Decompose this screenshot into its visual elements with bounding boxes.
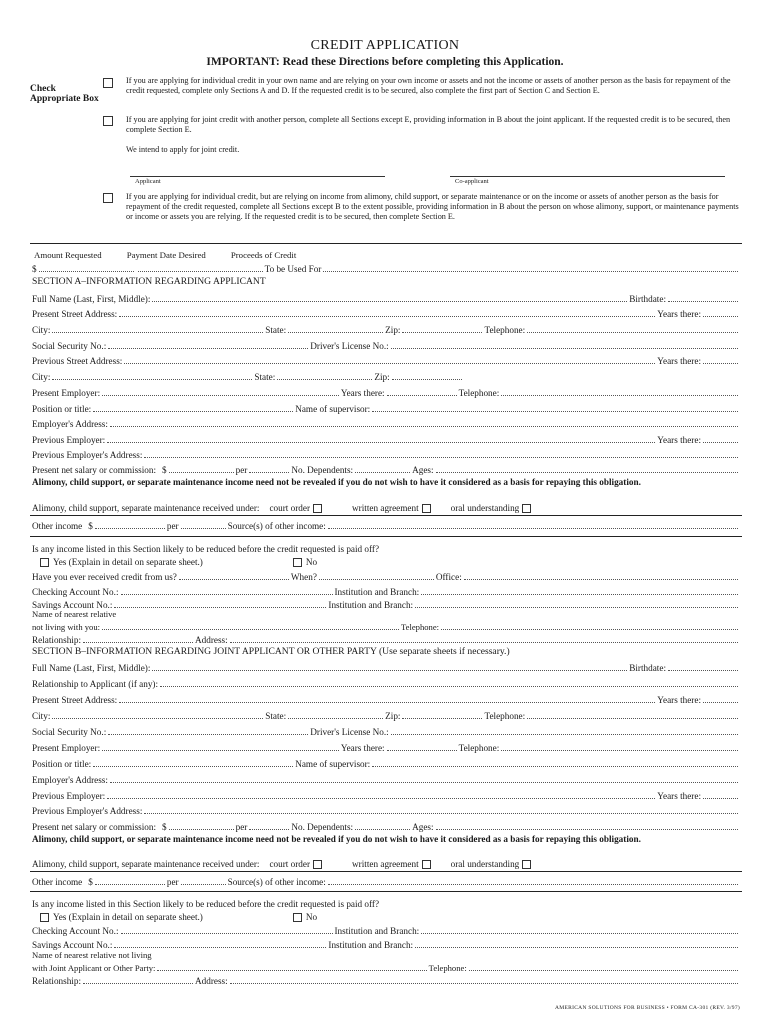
per-label: per	[235, 822, 248, 832]
years-there-field[interactable]	[387, 395, 457, 396]
previous-employer-field[interactable]	[107, 442, 655, 443]
zip-field[interactable]	[392, 379, 462, 380]
page-subtitle: IMPORTANT: Read these Directions before completing this Application.	[206, 56, 564, 68]
dollar-sign: $	[162, 465, 167, 475]
present-employer-field[interactable]	[102, 395, 339, 396]
employer-address-label: Employer's Address:	[32, 775, 108, 785]
coapplicant-signature-line[interactable]	[450, 175, 725, 177]
checking-field[interactable]	[121, 933, 333, 934]
institution-field[interactable]	[415, 607, 738, 608]
b-relationship-row	[32, 676, 740, 689]
zip-field[interactable]	[402, 718, 482, 719]
full-name-label: Full Name (Last, First, Middle):	[32, 663, 151, 673]
city-field[interactable]	[52, 379, 252, 380]
b-relative-row-2	[32, 960, 740, 973]
city-label: City:	[32, 372, 51, 382]
previous-employer-label: Previous Employer:	[32, 791, 106, 801]
relative-label: Name of nearest relative	[32, 609, 117, 619]
years-there-label: Years there:	[340, 388, 385, 398]
relationship-label: Relationship:	[32, 635, 81, 645]
reduced-income-question: Is any income listed in this Section likely to be reduced before the credit requested is paid off?	[32, 544, 380, 554]
section-a-heading: SECTION A–INFORMATION REGARDING APPLICANT	[32, 276, 266, 287]
present-address-field[interactable]	[119, 702, 655, 703]
no-label: No	[305, 557, 318, 567]
state-field[interactable]	[277, 379, 372, 380]
a-previous-employer-row	[32, 432, 740, 445]
institution-field[interactable]	[421, 594, 738, 595]
b-city-row	[32, 708, 740, 721]
zip-label: Zip:	[385, 325, 401, 335]
address-label: Address:	[195, 976, 228, 986]
previous-employer-label: Previous Employer:	[32, 435, 106, 445]
birthdate-field[interactable]	[668, 670, 738, 671]
position-field[interactable]	[93, 766, 293, 767]
full-name-label: Full Name (Last, First, Middle):	[32, 294, 151, 304]
birthdate-label: Birthdate:	[629, 663, 666, 673]
divider	[30, 891, 742, 892]
previous-employer-address-field[interactable]	[144, 457, 738, 458]
ssn-field[interactable]	[108, 734, 308, 735]
alimony-credit-instructions: If you are applying for individual credit, but are relying on income from alimony, child support, or separate maintenance or on the income or assets of another person as the basis for repayment of the credit requested, complete all Sections except B to the extent possible, providing information in B about the person on whose alimony, support, or maintenance payments or income or assets you are relying. If the requested credit is to be secured, then complete Section E.	[126, 192, 739, 221]
oral-understanding-label: oral understanding	[450, 859, 520, 869]
savings-label: Savings Account No.:	[32, 940, 113, 950]
position-label: Position or title:	[32, 759, 92, 769]
a-reduced-answers	[32, 554, 740, 567]
oral-understanding-checkbox[interactable]	[522, 860, 531, 869]
zip-field[interactable]	[402, 332, 482, 333]
other-income-field[interactable]	[95, 884, 165, 885]
dependents-field[interactable]	[355, 472, 410, 473]
b-checking-row	[32, 923, 740, 936]
a-position-row	[32, 401, 740, 414]
b-reduced-answers	[32, 909, 740, 922]
a-salary-row	[32, 462, 740, 475]
state-field[interactable]	[288, 718, 383, 719]
years-there-label: Years there:	[657, 309, 701, 319]
years-there-label: Years there:	[657, 791, 701, 801]
drivers-license-field[interactable]	[391, 348, 738, 349]
b-alimony-notice: Alimony, child support, or separate maintenance income need not be revealed if you do not wish to have it considered as a basis for repaying this obligation.	[32, 834, 641, 844]
b-position-row	[32, 756, 740, 769]
dollar-sign: $	[32, 264, 37, 274]
full-name-field[interactable]	[152, 670, 627, 671]
net-salary-field[interactable]	[169, 472, 234, 473]
years-there-label: Years there:	[340, 743, 385, 753]
joint-credit-instructions: If you are applying for joint credit with another person, complete all Sections except E, providing information in B about the joint applicant. If the requested credit is to be secured, then complete Section E.	[126, 115, 731, 134]
received-credit-label: Have you ever received credit from us?	[32, 572, 177, 582]
sources-label: Source(s) of other income:	[227, 521, 326, 531]
state-field[interactable]	[288, 332, 383, 333]
a-relative-row-1	[32, 609, 740, 619]
b-previous-employer-row	[32, 788, 740, 801]
telephone-field[interactable]	[527, 718, 738, 719]
previous-employer-address-label: Previous Employer's Address:	[32, 450, 143, 460]
supervisor-field[interactable]	[372, 411, 738, 412]
drivers-license-field[interactable]	[391, 734, 738, 735]
sources-label: Source(s) of other income:	[227, 877, 326, 887]
city-field[interactable]	[52, 332, 263, 333]
ssn-label: Social Security No.:	[32, 341, 107, 351]
office-label: Office:	[435, 572, 462, 582]
b-reduced-question	[32, 896, 740, 909]
present-address-label: Present Street Address:	[32, 695, 118, 705]
court-order-checkbox[interactable]	[313, 504, 322, 513]
b-employer-address-row	[32, 772, 740, 785]
a-previous-employer-address-row	[32, 447, 740, 460]
relationship-field[interactable]	[83, 642, 193, 643]
ages-field[interactable]	[436, 829, 738, 830]
employer-address-field[interactable]	[110, 426, 738, 427]
ssn-field[interactable]	[108, 348, 308, 349]
divider	[30, 536, 742, 537]
a-relationship-row	[32, 632, 740, 645]
present-employer-label: Present Employer:	[32, 743, 101, 753]
telephone-field[interactable]	[501, 750, 738, 751]
to-be-used-label: To be Used For	[264, 264, 322, 274]
dollar-sign: $	[162, 822, 167, 832]
employer-address-label: Employer's Address:	[32, 419, 108, 429]
divider	[30, 871, 742, 872]
a-alimony-row	[32, 500, 740, 513]
present-employer-field[interactable]	[102, 750, 339, 751]
state-label: State:	[265, 325, 287, 335]
institution-field[interactable]	[415, 947, 738, 948]
joint-credit-checkbox[interactable]	[103, 116, 113, 126]
dependents-field[interactable]	[355, 829, 410, 830]
sources-field[interactable]	[328, 528, 738, 529]
court-order-label: court order	[269, 859, 311, 869]
savings-field[interactable]	[114, 947, 326, 948]
alimony-credit-checkbox[interactable]	[103, 193, 113, 203]
present-address-field[interactable]	[119, 316, 655, 317]
no-checkbox[interactable]	[293, 913, 302, 922]
years-there-label: Years there:	[657, 695, 701, 705]
page-title: CREDIT APPLICATION	[310, 38, 460, 53]
a-present-address-row	[32, 306, 740, 319]
birthdate-label: Birthdate:	[629, 294, 666, 304]
address-field[interactable]	[230, 983, 738, 984]
telephone-field[interactable]	[527, 332, 738, 333]
b-savings-row	[32, 937, 740, 950]
employer-address-field[interactable]	[110, 782, 738, 783]
per-field[interactable]	[249, 472, 289, 473]
a-alimony-notice: Alimony, child support, or separate maintenance income need not be revealed if you do not wish to have it considered as a basis for repaying this obligation.	[32, 477, 641, 487]
written-agreement-label: written agreement	[352, 859, 419, 869]
savings-label: Savings Account No.:	[32, 600, 113, 610]
office-field[interactable]	[464, 579, 738, 580]
state-label: State:	[254, 372, 276, 382]
oral-understanding-checkbox[interactable]	[522, 504, 531, 513]
payment-date-label: Payment Date Desired	[126, 250, 206, 260]
relative-label: Name of nearest relative not living	[32, 950, 152, 960]
divider	[30, 515, 742, 516]
b-ssn-row	[32, 724, 740, 737]
per-label: per	[235, 465, 248, 475]
birthdate-field[interactable]	[668, 301, 738, 302]
proceeds-label: Proceeds of Credit	[230, 250, 297, 260]
no-checkbox[interactable]	[293, 558, 302, 567]
institution-label: Institution and Branch:	[334, 926, 420, 936]
address-label: Address:	[195, 635, 228, 645]
yes-checkbox[interactable]	[40, 913, 49, 922]
years-there-field[interactable]	[703, 798, 738, 799]
b-present-address-row	[32, 692, 740, 705]
individual-credit-instructions: If you are applying for individual credit in your own name and are relying on your own income or assets and not the income or assets of another person as the basis for repayment of the credit requested, complete only Sections A and D. If the requested credit is to be secured, also complete the first part of Section C and Section E.	[126, 76, 731, 95]
individual-credit-checkbox[interactable]	[103, 78, 113, 88]
previous-employer-field[interactable]	[107, 798, 655, 799]
supervisor-field[interactable]	[372, 766, 738, 767]
check-box-label: Check Appropriate Box	[30, 84, 99, 104]
a-reduced-question	[32, 541, 740, 554]
alimony-received-label: Alimony, child support, separate maintenance received under:	[32, 859, 260, 869]
years-there-label: Years there:	[657, 356, 701, 366]
ssn-label: Social Security No.:	[32, 727, 107, 737]
credit-header-fields	[32, 261, 740, 274]
b-relationship-row	[32, 973, 740, 986]
a-checking-row	[32, 584, 740, 597]
b-previous-employer-address-row	[32, 803, 740, 816]
dollar-sign: $	[88, 877, 93, 887]
previous-address-field[interactable]	[124, 363, 655, 364]
written-agreement-label: written agreement	[352, 503, 419, 513]
zip-label: Zip:	[374, 372, 390, 382]
drivers-license-label: Driver's License No.:	[310, 341, 389, 351]
payment-date-field[interactable]	[138, 271, 263, 272]
per-field[interactable]	[181, 884, 226, 885]
form-footer: AMERICAN SOLUTIONS FOR BUSINESS • FORM CA-301 (REV. 3/97)	[554, 1005, 740, 1011]
city-label: City:	[32, 711, 51, 721]
b-salary-row	[32, 819, 740, 832]
a-ssn-row	[32, 338, 740, 351]
written-agreement-checkbox[interactable]	[422, 504, 431, 513]
relationship-field[interactable]	[83, 983, 193, 984]
dependents-label: No. Dependents:	[291, 822, 354, 832]
previous-employer-address-label: Previous Employer's Address:	[32, 806, 143, 816]
divider	[30, 243, 742, 244]
checking-label: Checking Account No.:	[32, 926, 119, 936]
sources-field[interactable]	[328, 884, 738, 885]
ages-field[interactable]	[436, 472, 738, 473]
no-label: No	[305, 912, 318, 922]
institution-field[interactable]	[421, 933, 738, 934]
coapplicant-label: Co-applicant	[455, 178, 489, 185]
telephone-label: Telephone:	[428, 963, 467, 973]
institution-label: Institution and Branch:	[328, 600, 414, 610]
position-label: Position or title:	[32, 404, 92, 414]
checking-label: Checking Account No.:	[32, 587, 119, 597]
other-income-label: Other income	[32, 521, 83, 531]
other-income-label: Other income	[32, 877, 83, 887]
amount-requested-field[interactable]	[39, 271, 134, 272]
yes-explain-label: Yes (Explain in detail on separate sheet.)	[53, 557, 203, 567]
per-field[interactable]	[249, 829, 289, 830]
b-other-income-row	[32, 874, 740, 887]
city-field[interactable]	[52, 718, 263, 719]
years-there-field[interactable]	[703, 316, 738, 317]
a-full-name-row	[32, 291, 740, 304]
a-other-income-row	[32, 518, 740, 531]
telephone-field[interactable]	[441, 629, 738, 630]
court-order-label: court order	[269, 503, 311, 513]
b-relative-row-1	[32, 950, 740, 960]
telephone-field[interactable]	[501, 395, 738, 396]
years-there-field[interactable]	[703, 702, 738, 703]
written-agreement-checkbox[interactable]	[422, 860, 431, 869]
supervisor-label: Name of supervisor:	[295, 404, 371, 414]
telephone-label: Telephone:	[458, 388, 500, 398]
a-prev-city-row	[32, 369, 740, 382]
yes-explain-label: Yes (Explain in detail on separate sheet.)	[53, 912, 203, 922]
credit-header-labels	[32, 247, 740, 260]
telephone-label: Telephone:	[458, 743, 500, 753]
city-label: City:	[32, 325, 51, 335]
received-credit-field[interactable]	[179, 579, 289, 580]
a-employer-address-row	[32, 416, 740, 429]
a-employer-row	[32, 385, 740, 398]
relationship-label: Relationship:	[32, 976, 81, 986]
years-there-field[interactable]	[703, 442, 738, 443]
institution-label: Institution and Branch:	[328, 940, 414, 950]
ages-label: Ages:	[412, 822, 434, 832]
state-label: State:	[265, 711, 287, 721]
previous-employer-address-field[interactable]	[144, 813, 738, 814]
years-there-field[interactable]	[703, 363, 738, 364]
telephone-label: Telephone:	[401, 622, 440, 632]
checking-field[interactable]	[121, 594, 333, 595]
ages-label: Ages:	[412, 465, 434, 475]
applicant-signature-line[interactable]	[130, 175, 385, 177]
b-employer-row	[32, 740, 740, 753]
address-field[interactable]	[230, 642, 738, 643]
full-name-field[interactable]	[152, 301, 627, 302]
net-salary-label: Present net salary or commission:	[32, 822, 157, 832]
position-field[interactable]	[93, 411, 293, 412]
relative-label-cont: with Joint Applicant or Other Party:	[32, 963, 156, 973]
reduced-income-question: Is any income listed in this Section likely to be reduced before the credit requested is paid off?	[32, 899, 380, 909]
years-there-label: Years there:	[657, 435, 701, 445]
drivers-license-label: Driver's License No.:	[310, 727, 389, 737]
relationship-applicant-field[interactable]	[160, 686, 738, 687]
yes-checkbox[interactable]	[40, 558, 49, 567]
dependents-label: No. Dependents:	[291, 465, 354, 475]
years-there-field[interactable]	[387, 750, 457, 751]
other-income-field[interactable]	[95, 528, 165, 529]
telephone-label: Telephone:	[484, 711, 526, 721]
net-salary-field[interactable]	[169, 829, 234, 830]
relative-field[interactable]	[102, 629, 399, 630]
per-field[interactable]	[181, 528, 226, 529]
per-label: per	[166, 521, 179, 531]
present-address-label: Present Street Address:	[32, 309, 118, 319]
zip-label: Zip:	[385, 711, 401, 721]
a-city-row	[32, 322, 740, 335]
per-label: per	[166, 877, 179, 887]
when-field[interactable]	[319, 579, 434, 580]
dollar-sign: $	[88, 521, 93, 531]
relationship-applicant-label: Relationship to Applicant (if any):	[32, 679, 159, 689]
supervisor-label: Name of supervisor:	[295, 759, 371, 769]
b-full-name-row	[32, 660, 740, 673]
amount-requested-label: Amount Requested	[34, 250, 102, 260]
present-employer-label: Present Employer:	[32, 388, 101, 398]
section-b-heading: SECTION B–INFORMATION REGARDING JOINT APPLICANT OR OTHER PARTY (Use separate sheets if necessary.)	[32, 646, 510, 657]
intend-joint-credit: We intend to apply for joint credit.	[126, 145, 240, 154]
alimony-received-label: Alimony, child support, separate maintenance received under:	[32, 503, 260, 513]
when-label: When?	[290, 572, 317, 582]
to-be-used-field[interactable]	[323, 271, 738, 272]
a-received-credit-row	[32, 569, 740, 582]
b-alimony-row	[32, 856, 740, 869]
savings-field[interactable]	[114, 607, 326, 608]
oral-understanding-label: oral understanding	[450, 503, 520, 513]
relative-label-cont: not living with you:	[32, 622, 101, 632]
telephone-label: Telephone:	[484, 325, 526, 335]
institution-label: Institution and Branch:	[334, 587, 420, 597]
a-relative-row-2	[32, 619, 740, 632]
telephone-field[interactable]	[469, 970, 738, 971]
court-order-checkbox[interactable]	[313, 860, 322, 869]
applicant-label: Applicant	[135, 178, 161, 185]
previous-address-label: Previous Street Address:	[32, 356, 123, 366]
relative-field[interactable]	[157, 970, 426, 971]
a-previous-address-row	[32, 353, 740, 366]
net-salary-label: Present net salary or commission:	[32, 465, 157, 475]
